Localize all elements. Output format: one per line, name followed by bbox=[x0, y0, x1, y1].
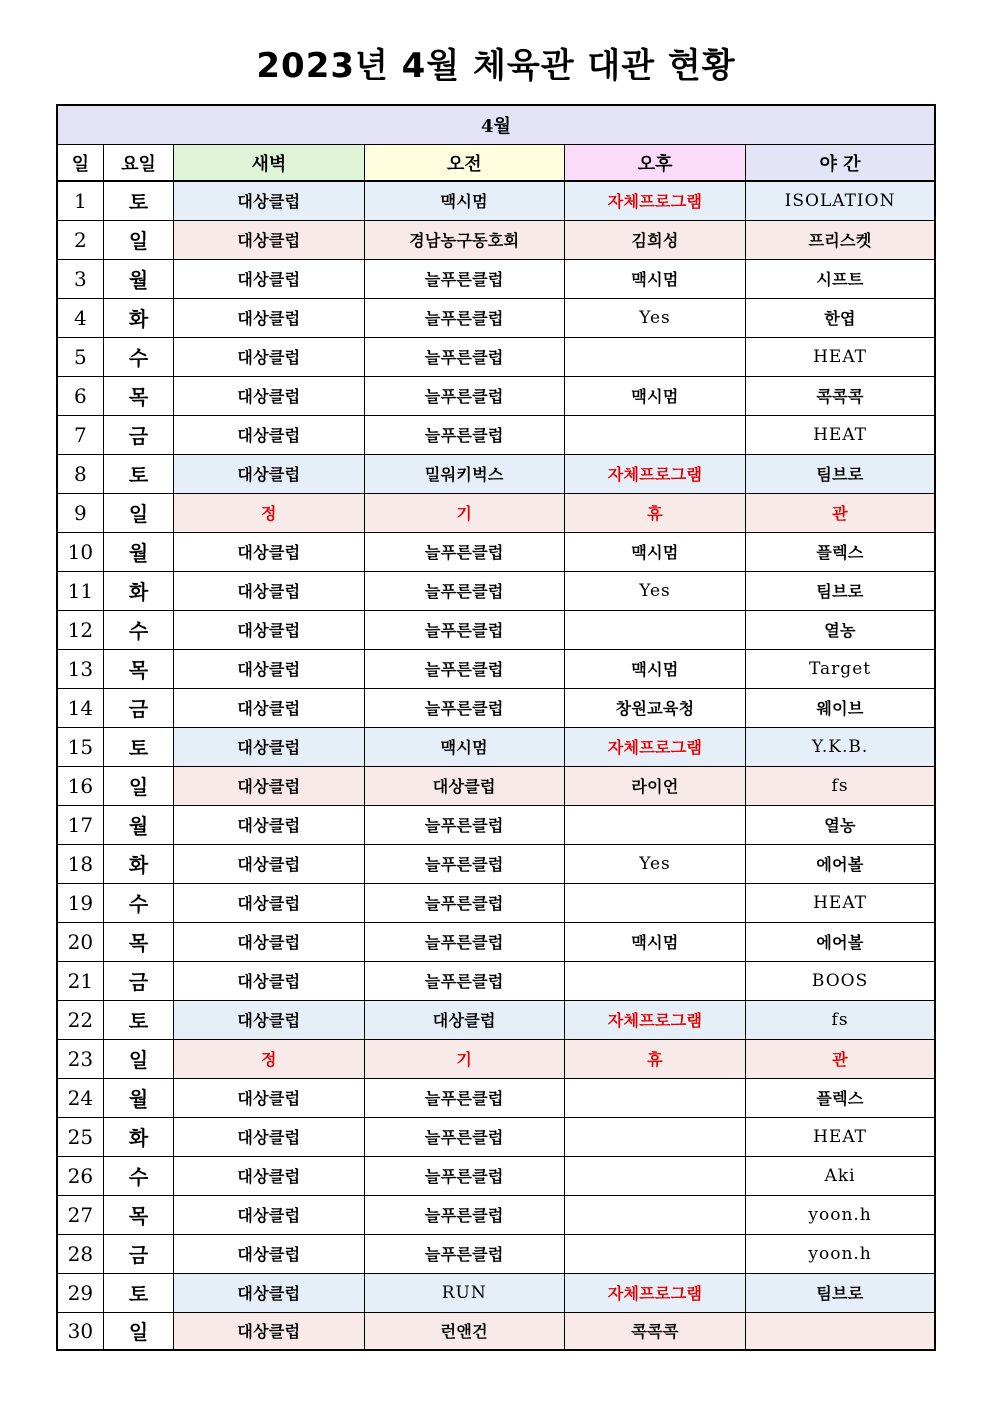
column-header-row bbox=[57, 145, 935, 182]
dawn-cell: 대상클럽 bbox=[174, 298, 364, 337]
table-row bbox=[57, 337, 935, 376]
afternoon-cell: 창원교육청 bbox=[564, 688, 745, 727]
day-cell: 20 bbox=[57, 922, 103, 961]
weekday-cell: 수 bbox=[103, 610, 173, 649]
table-row bbox=[57, 961, 935, 1000]
night-cell: 열농 bbox=[746, 805, 935, 844]
afternoon-cell: 라이언 bbox=[564, 766, 745, 805]
morning-cell: 밀워키벅스 bbox=[364, 454, 564, 493]
night-cell: 시프트 bbox=[746, 259, 935, 298]
night-cell: 웨이브 bbox=[746, 688, 935, 727]
weekday-cell: 화 bbox=[103, 844, 173, 883]
dawn-cell: 대상클럽 bbox=[174, 337, 364, 376]
table-row bbox=[57, 493, 935, 532]
weekday-cell: 일 bbox=[103, 766, 173, 805]
month-header-row bbox=[57, 105, 935, 145]
dawn-cell: 대상클럽 bbox=[174, 220, 364, 259]
day-cell: 27 bbox=[57, 1195, 103, 1234]
night-cell: fs bbox=[746, 766, 935, 805]
morning-cell: 늘푸른클럽 bbox=[364, 961, 564, 1000]
morning-cell: 늘푸른클럽 bbox=[364, 571, 564, 610]
morning-cell: 기 bbox=[364, 493, 564, 532]
table-row bbox=[57, 649, 935, 688]
dawn-cell: 대상클럽 bbox=[174, 727, 364, 766]
dawn-cell: 대상클럽 bbox=[174, 844, 364, 883]
day-cell: 6 bbox=[57, 376, 103, 415]
weekday-cell: 토 bbox=[103, 727, 173, 766]
morning-cell: 경남농구동호회 bbox=[364, 220, 564, 259]
header-weekday: 요일 bbox=[103, 145, 173, 182]
night-cell: 팀브로 bbox=[746, 454, 935, 493]
night-cell: yoon.h bbox=[746, 1195, 935, 1234]
day-cell: 19 bbox=[57, 883, 103, 922]
weekday-cell: 수 bbox=[103, 1156, 173, 1195]
table-row bbox=[57, 454, 935, 493]
weekday-cell: 일 bbox=[103, 220, 173, 259]
day-cell: 26 bbox=[57, 1156, 103, 1195]
day-cell: 11 bbox=[57, 571, 103, 610]
afternoon-cell: 맥시멈 bbox=[564, 649, 745, 688]
weekday-cell: 일 bbox=[103, 1039, 173, 1078]
dawn-cell: 대상클럽 bbox=[174, 532, 364, 571]
month-label: 4월 bbox=[57, 105, 935, 145]
morning-cell: 늘푸른클럽 bbox=[364, 844, 564, 883]
afternoon-cell: 콕콕콕 bbox=[564, 1312, 745, 1350]
morning-cell: 늘푸른클럽 bbox=[364, 805, 564, 844]
morning-cell: 늘푸른클럽 bbox=[364, 922, 564, 961]
afternoon-cell: 자체프로그램 bbox=[564, 1273, 745, 1312]
dawn-cell: 대상클럽 bbox=[174, 610, 364, 649]
day-cell: 7 bbox=[57, 415, 103, 454]
dawn-cell: 대상클럽 bbox=[174, 1312, 364, 1350]
dawn-cell: 정 bbox=[174, 1039, 364, 1078]
day-cell: 28 bbox=[57, 1234, 103, 1273]
morning-cell: 늘푸른클럽 bbox=[364, 883, 564, 922]
morning-cell: 맥시멈 bbox=[364, 181, 564, 220]
morning-cell: 늘푸른클럽 bbox=[364, 1078, 564, 1117]
table-row bbox=[57, 1273, 935, 1312]
table-row bbox=[57, 259, 935, 298]
morning-cell: 늘푸른클럽 bbox=[364, 337, 564, 376]
dawn-cell: 대상클럽 bbox=[174, 766, 364, 805]
weekday-cell: 월 bbox=[103, 805, 173, 844]
page-title: 2023년 4월 체육관 대관 현황 bbox=[256, 46, 736, 86]
table-row bbox=[57, 376, 935, 415]
weekday-cell: 목 bbox=[103, 1195, 173, 1234]
day-cell: 22 bbox=[57, 1000, 103, 1039]
night-cell: 에어볼 bbox=[746, 844, 935, 883]
dawn-cell: 정 bbox=[174, 493, 364, 532]
weekday-cell: 월 bbox=[103, 259, 173, 298]
day-cell: 9 bbox=[57, 493, 103, 532]
night-cell: 플렉스 bbox=[746, 1078, 935, 1117]
day-cell: 2 bbox=[57, 220, 103, 259]
night-cell: 열농 bbox=[746, 610, 935, 649]
dawn-cell: 대상클럽 bbox=[174, 1000, 364, 1039]
table-row bbox=[57, 1039, 935, 1078]
table-row bbox=[57, 1078, 935, 1117]
table-row bbox=[57, 766, 935, 805]
afternoon-cell bbox=[564, 415, 745, 454]
weekday-cell: 수 bbox=[103, 337, 173, 376]
weekday-cell: 목 bbox=[103, 649, 173, 688]
table-row bbox=[57, 844, 935, 883]
night-cell: 프리스켓 bbox=[746, 220, 935, 259]
dawn-cell: 대상클럽 bbox=[174, 1156, 364, 1195]
afternoon-cell bbox=[564, 1234, 745, 1273]
day-cell: 24 bbox=[57, 1078, 103, 1117]
day-cell: 5 bbox=[57, 337, 103, 376]
night-cell: 한엽 bbox=[746, 298, 935, 337]
day-cell: 23 bbox=[57, 1039, 103, 1078]
night-cell: 팀브로 bbox=[746, 1273, 935, 1312]
night-cell: HEAT bbox=[746, 337, 935, 376]
night-cell: 팀브로 bbox=[746, 571, 935, 610]
weekday-cell: 금 bbox=[103, 688, 173, 727]
table-row bbox=[57, 1234, 935, 1273]
afternoon-cell: 휴 bbox=[564, 1039, 745, 1078]
morning-cell: 늘푸른클럽 bbox=[364, 610, 564, 649]
weekday-cell: 토 bbox=[103, 454, 173, 493]
night-cell: 콕콕콕 bbox=[746, 376, 935, 415]
dawn-cell: 대상클럽 bbox=[174, 883, 364, 922]
night-cell: yoon.h bbox=[746, 1234, 935, 1273]
day-cell: 21 bbox=[57, 961, 103, 1000]
weekday-cell: 일 bbox=[103, 1312, 173, 1350]
afternoon-cell bbox=[564, 1195, 745, 1234]
weekday-cell: 화 bbox=[103, 1117, 173, 1156]
morning-cell: 맥시멈 bbox=[364, 727, 564, 766]
dawn-cell: 대상클럽 bbox=[174, 961, 364, 1000]
morning-cell: 기 bbox=[364, 1039, 564, 1078]
weekday-cell: 금 bbox=[103, 1234, 173, 1273]
dawn-cell: 대상클럽 bbox=[174, 259, 364, 298]
morning-cell: 늘푸른클럽 bbox=[364, 1234, 564, 1273]
day-cell: 10 bbox=[57, 532, 103, 571]
afternoon-cell: 맥시멈 bbox=[564, 922, 745, 961]
morning-cell: 늘푸른클럽 bbox=[364, 259, 564, 298]
afternoon-cell bbox=[564, 961, 745, 1000]
morning-cell: 늘푸른클럽 bbox=[364, 649, 564, 688]
day-cell: 1 bbox=[57, 181, 103, 220]
table-row bbox=[57, 688, 935, 727]
morning-cell: 늘푸른클럽 bbox=[364, 415, 564, 454]
table-row bbox=[57, 298, 935, 337]
day-cell: 14 bbox=[57, 688, 103, 727]
afternoon-cell bbox=[564, 610, 745, 649]
table-row bbox=[57, 1195, 935, 1234]
night-cell: BOOS bbox=[746, 961, 935, 1000]
table-row bbox=[57, 922, 935, 961]
weekday-cell: 화 bbox=[103, 298, 173, 337]
afternoon-cell: 자체프로그램 bbox=[564, 727, 745, 766]
day-cell: 16 bbox=[57, 766, 103, 805]
header-afternoon: 오후 bbox=[564, 145, 745, 182]
table-row bbox=[57, 415, 935, 454]
night-cell: fs bbox=[746, 1000, 935, 1039]
afternoon-cell bbox=[564, 1156, 745, 1195]
dawn-cell: 대상클럽 bbox=[174, 805, 364, 844]
weekday-cell: 토 bbox=[103, 181, 173, 220]
table-row bbox=[57, 1117, 935, 1156]
morning-cell: 늘푸른클럽 bbox=[364, 532, 564, 571]
weekday-cell: 수 bbox=[103, 883, 173, 922]
header-night: 야 간 bbox=[746, 145, 935, 182]
night-cell: ISOLATION bbox=[746, 181, 935, 220]
weekday-cell: 화 bbox=[103, 571, 173, 610]
dawn-cell: 대상클럽 bbox=[174, 571, 364, 610]
weekday-cell: 목 bbox=[103, 376, 173, 415]
afternoon-cell: Yes bbox=[564, 844, 745, 883]
day-cell: 4 bbox=[57, 298, 103, 337]
header-morning: 오전 bbox=[364, 145, 564, 182]
night-cell: 관 bbox=[746, 1039, 935, 1078]
schedule-body bbox=[57, 181, 935, 1350]
table-row bbox=[57, 805, 935, 844]
day-cell: 30 bbox=[57, 1312, 103, 1350]
weekday-cell: 월 bbox=[103, 1078, 173, 1117]
morning-cell: 런앤건 bbox=[364, 1312, 564, 1350]
morning-cell: RUN bbox=[364, 1273, 564, 1312]
day-cell: 3 bbox=[57, 259, 103, 298]
dawn-cell: 대상클럽 bbox=[174, 922, 364, 961]
afternoon-cell: 맥시멈 bbox=[564, 259, 745, 298]
night-cell: Y.K.B. bbox=[746, 727, 935, 766]
night-cell: HEAT bbox=[746, 415, 935, 454]
day-cell: 25 bbox=[57, 1117, 103, 1156]
night-cell: Target bbox=[746, 649, 935, 688]
weekday-cell: 일 bbox=[103, 493, 173, 532]
table-row bbox=[57, 1156, 935, 1195]
afternoon-cell bbox=[564, 1117, 745, 1156]
afternoon-cell: 자체프로그램 bbox=[564, 1000, 745, 1039]
weekday-cell: 토 bbox=[103, 1273, 173, 1312]
day-cell: 15 bbox=[57, 727, 103, 766]
morning-cell: 대상클럽 bbox=[364, 1000, 564, 1039]
table-row bbox=[57, 571, 935, 610]
afternoon-cell: Yes bbox=[564, 571, 745, 610]
dawn-cell: 대상클럽 bbox=[174, 688, 364, 727]
night-cell: HEAT bbox=[746, 1117, 935, 1156]
afternoon-cell bbox=[564, 337, 745, 376]
afternoon-cell: 김희성 bbox=[564, 220, 745, 259]
dawn-cell: 대상클럽 bbox=[174, 1195, 364, 1234]
dawn-cell: 대상클럽 bbox=[174, 181, 364, 220]
afternoon-cell: 자체프로그램 bbox=[564, 181, 745, 220]
weekday-cell: 금 bbox=[103, 415, 173, 454]
night-cell: Aki bbox=[746, 1156, 935, 1195]
dawn-cell: 대상클럽 bbox=[174, 1078, 364, 1117]
weekday-cell: 목 bbox=[103, 922, 173, 961]
dawn-cell: 대상클럽 bbox=[174, 415, 364, 454]
weekday-cell: 토 bbox=[103, 1000, 173, 1039]
weekday-cell: 월 bbox=[103, 532, 173, 571]
morning-cell: 늘푸른클럽 bbox=[364, 1156, 564, 1195]
table-row bbox=[57, 1000, 935, 1039]
day-cell: 12 bbox=[57, 610, 103, 649]
afternoon-cell: 자체프로그램 bbox=[564, 454, 745, 493]
dawn-cell: 대상클럽 bbox=[174, 1117, 364, 1156]
night-cell: 관 bbox=[746, 493, 935, 532]
table-row bbox=[57, 220, 935, 259]
morning-cell: 늘푸른클럽 bbox=[364, 376, 564, 415]
header-dawn: 새벽 bbox=[174, 145, 364, 182]
day-cell: 8 bbox=[57, 454, 103, 493]
dawn-cell: 대상클럽 bbox=[174, 1234, 364, 1273]
afternoon-cell: Yes bbox=[564, 298, 745, 337]
afternoon-cell bbox=[564, 805, 745, 844]
table-row bbox=[57, 610, 935, 649]
morning-cell: 늘푸른클럽 bbox=[364, 1117, 564, 1156]
night-cell bbox=[746, 1312, 935, 1350]
night-cell: 플렉스 bbox=[746, 532, 935, 571]
morning-cell: 늘푸른클럽 bbox=[364, 1195, 564, 1234]
dawn-cell: 대상클럽 bbox=[174, 376, 364, 415]
table-row bbox=[57, 181, 935, 220]
afternoon-cell: 맥시멈 bbox=[564, 532, 745, 571]
rental-schedule-table bbox=[56, 104, 936, 1351]
table-row bbox=[57, 1312, 935, 1350]
day-cell: 17 bbox=[57, 805, 103, 844]
day-cell: 18 bbox=[57, 844, 103, 883]
day-cell: 29 bbox=[57, 1273, 103, 1312]
dawn-cell: 대상클럽 bbox=[174, 649, 364, 688]
night-cell: 에어볼 bbox=[746, 922, 935, 961]
dawn-cell: 대상클럽 bbox=[174, 454, 364, 493]
header-day: 일 bbox=[57, 145, 103, 182]
table-row bbox=[57, 532, 935, 571]
morning-cell: 대상클럽 bbox=[364, 766, 564, 805]
afternoon-cell bbox=[564, 883, 745, 922]
night-cell: HEAT bbox=[746, 883, 935, 922]
morning-cell: 늘푸른클럽 bbox=[364, 688, 564, 727]
weekday-cell: 금 bbox=[103, 961, 173, 1000]
afternoon-cell: 맥시멈 bbox=[564, 376, 745, 415]
afternoon-cell: 휴 bbox=[564, 493, 745, 532]
morning-cell: 늘푸른클럽 bbox=[364, 298, 564, 337]
table-row bbox=[57, 883, 935, 922]
dawn-cell: 대상클럽 bbox=[174, 1273, 364, 1312]
table-row bbox=[57, 727, 935, 766]
day-cell: 13 bbox=[57, 649, 103, 688]
afternoon-cell bbox=[564, 1078, 745, 1117]
